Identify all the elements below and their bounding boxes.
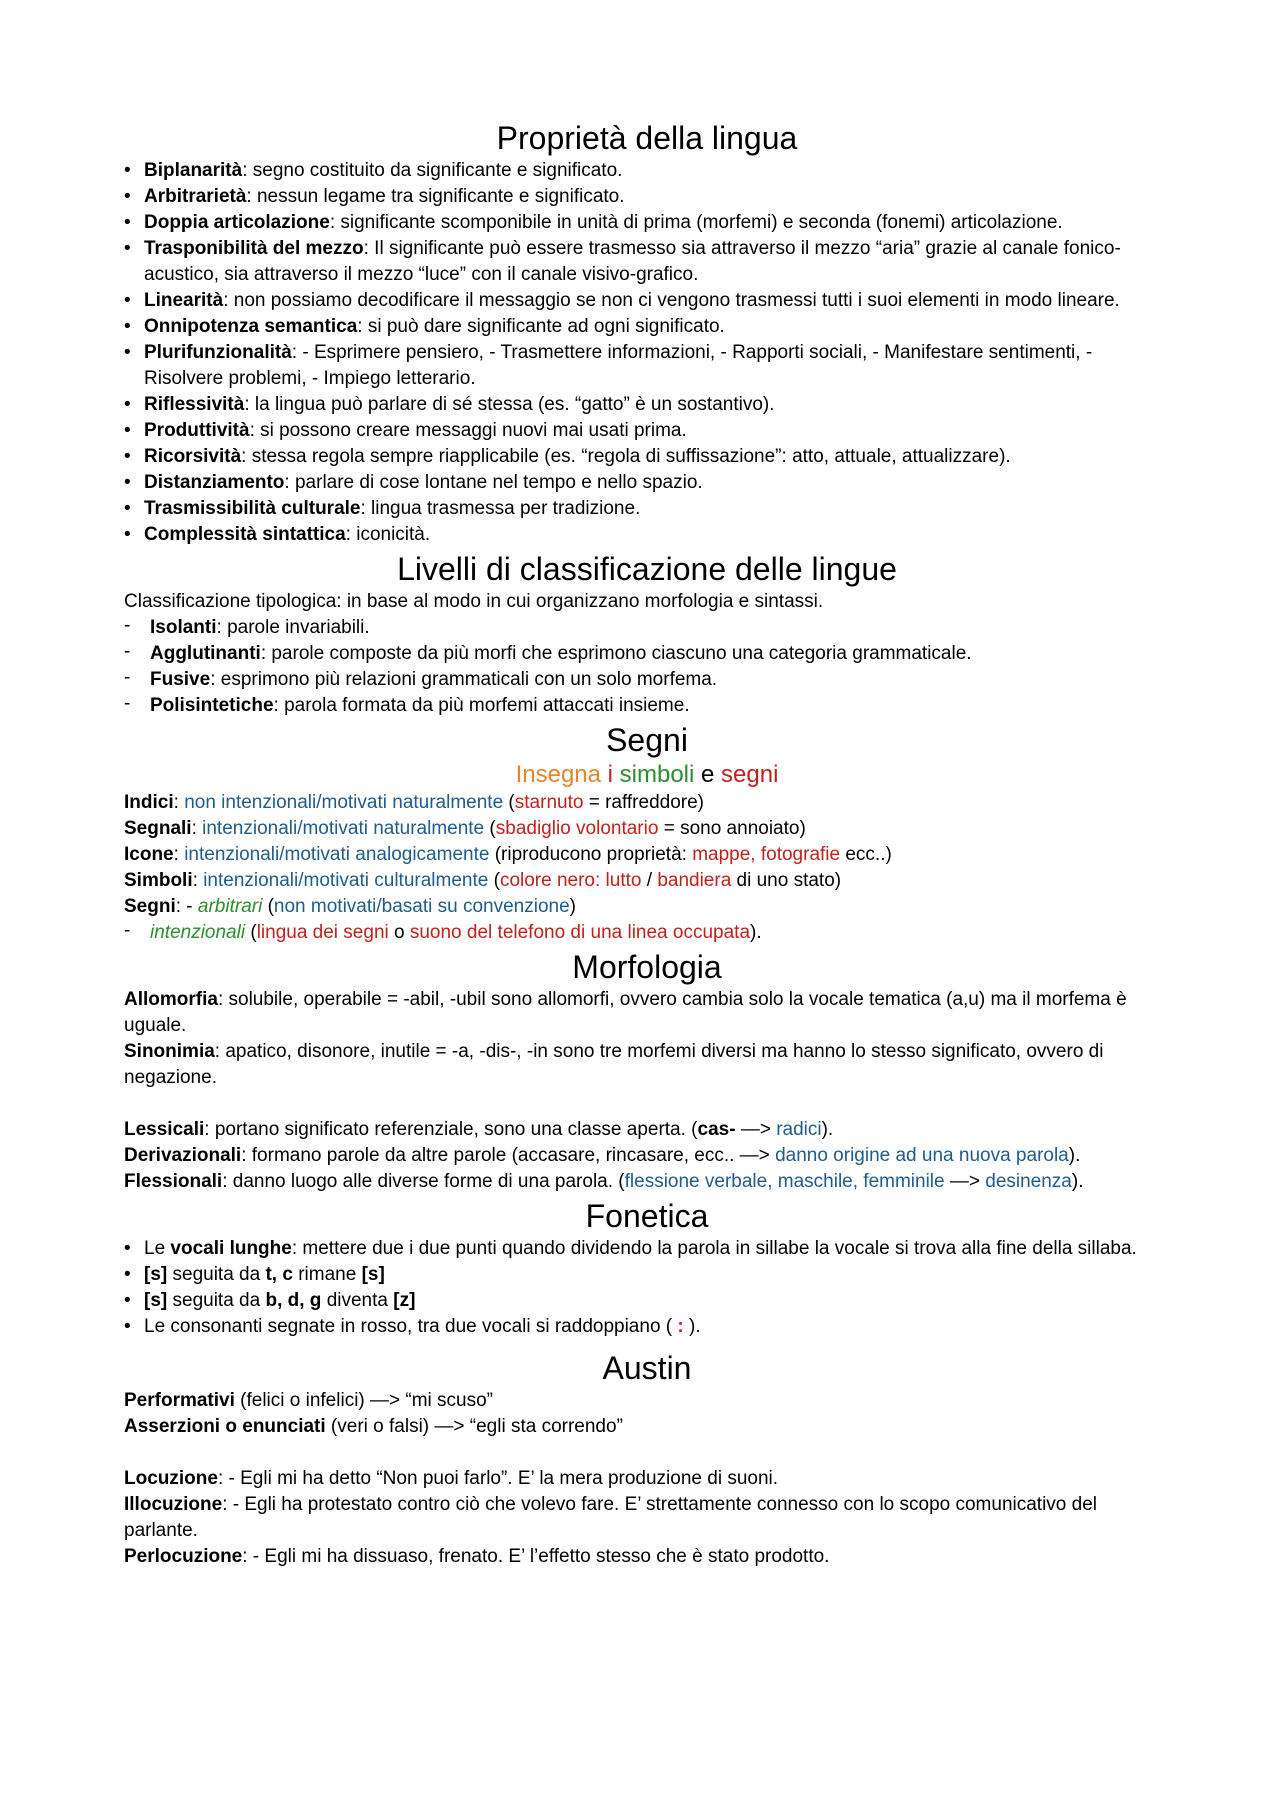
list-item: - Agglutinanti: parole composte da più morfi che esprimono ciascuno una categoria grammaticale. xyxy=(150,641,1170,667)
morf-sinonimia: Sinonimia: apatico, disonore, inutile = -a, -dis-, -in sono tre morfemi diversi ma hanno lo stesso significato, ovvero di negazione. xyxy=(124,1041,1104,1088)
list-item: - Isolanti: parole invariabili. xyxy=(150,615,1170,641)
title-morfologia: Morfologia xyxy=(572,949,722,985)
list-livelli xyxy=(124,615,1170,719)
segni-subtitle: Insegna i simboli e segni xyxy=(515,761,779,788)
list-item: • Le consonanti segnate in rosso, tra due vocali si raddoppiano ( : ). xyxy=(144,1314,1170,1340)
list-item: - Fusive: esprimono più relazioni grammaticali con un solo morfema. xyxy=(150,667,1170,693)
list-item: • Distanziamento: parlare di cose lontane nel tempo e nello spazio. xyxy=(144,470,1170,496)
segni-indici: Indici: non intenzionali/motivati naturalmente (starnuto = raffreddore) xyxy=(124,792,704,813)
title-proprieta: Proprietà della lingua xyxy=(496,120,798,156)
list-item: • Biplanarità: segno costituito da significante e significato. xyxy=(144,158,1170,184)
list-item: • Doppia articolazione: significante scomponibile in unità di prima (morfemi) e seconda (fonemi) articolazione. xyxy=(144,210,1170,236)
austin-locuzione: Locuzione: - Egli mi ha detto “Non puoi farlo”. E’ la mera produzione di suoni. xyxy=(124,1468,779,1489)
title-livelli: Livelli di classificazione delle lingue xyxy=(397,551,897,587)
segni-simboli: Simboli: intenzionali/motivati culturalmente (colore nero: lutto / bandiera di uno stato) xyxy=(124,870,842,891)
livelli-intro: Classificazione tipologica: in base al modo in cui organizzano morfologia e sintassi. xyxy=(124,591,824,612)
list-item: • Complessità sintattica: iconicità. xyxy=(144,522,1170,548)
list-segni xyxy=(124,920,1170,946)
morf-flessionali: Flessionali: danno luogo alle diverse forme di una parola. (flessione verbale, maschile, femminile —> desinenza). xyxy=(124,1171,1084,1192)
morf-allomorfia: Allomorfia: solubile, operabile = -abil, -ubil sono allomorfi, ovvero cambia solo la vocale tematica (a,u) ma il morfema è uguale. xyxy=(124,989,1127,1036)
list-item: • Trasponibilità del mezzo: Il significante può essere trasmesso sia attraverso il mezzo “aria” grazie al canale fonico-acustico, sia attraverso il mezzo “luce” con il canale visivo-grafico. xyxy=(144,236,1170,288)
list-item: • [s] seguita da b, d, g diventa [z] xyxy=(144,1288,1170,1314)
list-item: • [s] seguita da t, c rimane [s] xyxy=(144,1262,1170,1288)
list-item: • Arbitrarietà: nessun legame tra significante e significato. xyxy=(144,184,1170,210)
segni-segnali: Segnali: intenzionali/motivati naturalmente (sbadiglio volontario = sono annoiato) xyxy=(124,818,806,839)
list-proprieta xyxy=(124,158,1170,548)
list-item: - Polisintetiche: parola formata da più morfemi attaccati insieme. xyxy=(150,693,1170,719)
list-fonetica xyxy=(124,1236,1170,1340)
title-austin: Austin xyxy=(602,1350,692,1386)
austin-performativi: Performativi (felici o infelici) —> “mi scuso” xyxy=(124,1390,494,1411)
morf-lessicali: Lessicali: portano significato referenziale, sono una classe aperta. (cas- —> radici). xyxy=(124,1119,834,1140)
spacer xyxy=(124,1440,1170,1466)
austin-illocuzione: Illocuzione: - Egli ha protestato contro ciò che volevo fare. E’ strettamente connesso con lo scopo comunicativo del parlante. xyxy=(124,1494,1098,1541)
list-item: • Le vocali lunghe: mettere due i due punti quando dividendo la parola in sillabe la vocale si trova alla fine della sillaba. xyxy=(144,1236,1170,1262)
title-segni: Segni xyxy=(606,722,688,758)
list-item: • Trasmissibilità culturale: lingua trasmessa per tradizione. xyxy=(144,496,1170,522)
austin-perlocuzione: Perlocuzione: - Egli mi ha dissuaso, frenato. E’ l’effetto stesso che è stato prodotto. xyxy=(124,1546,830,1567)
title-fonetica: Fonetica xyxy=(585,1198,709,1234)
list-item: • Linearità: non possiamo decodificare il messaggio se non ci vengono trasmessi tutti i suoi elementi in modo lineare. xyxy=(144,288,1170,314)
list-item: • Riflessività: la lingua può parlare di sé stessa (es. “gatto” è un sostantivo). xyxy=(144,392,1170,418)
segni-icone: Icone: intenzionali/motivati analogicamente (riproducono proprietà: mappe, fotografie ecc..) xyxy=(124,844,892,865)
list-item: • Plurifunzionalità: - Esprimere pensiero, - Trasmettere informazioni, - Rapporti sociali, - Manifestare sentimenti, - Risolvere problemi, - Impiego letterario. xyxy=(144,340,1170,392)
list-item: • Onnipotenza semantica: si può dare significante ad ogni significato. xyxy=(144,314,1170,340)
list-item: - intenzionali (lingua dei segni o suono del telefono di una linea occupata). xyxy=(150,920,1170,946)
morf-derivazionali: Derivazionali: formano parole da altre parole (accasare, rincasare, ecc.. —> danno origine ad una nuova parola). xyxy=(124,1145,1081,1166)
austin-asserzioni: Asserzioni o enunciati (veri o falsi) —> “egli sta correndo” xyxy=(124,1416,623,1437)
list-item: • Ricorsività: stessa regola sempre riapplicabile (es. “regola di suffissazione”: atto, attuale, attualizzare). xyxy=(144,444,1170,470)
segni-segni: Segni: - arbitrari (non motivati/basati su convenzione) xyxy=(124,896,576,917)
spacer xyxy=(124,1091,1170,1117)
list-item: • Produttività: si possono creare messaggi nuovi mai usati prima. xyxy=(144,418,1170,444)
